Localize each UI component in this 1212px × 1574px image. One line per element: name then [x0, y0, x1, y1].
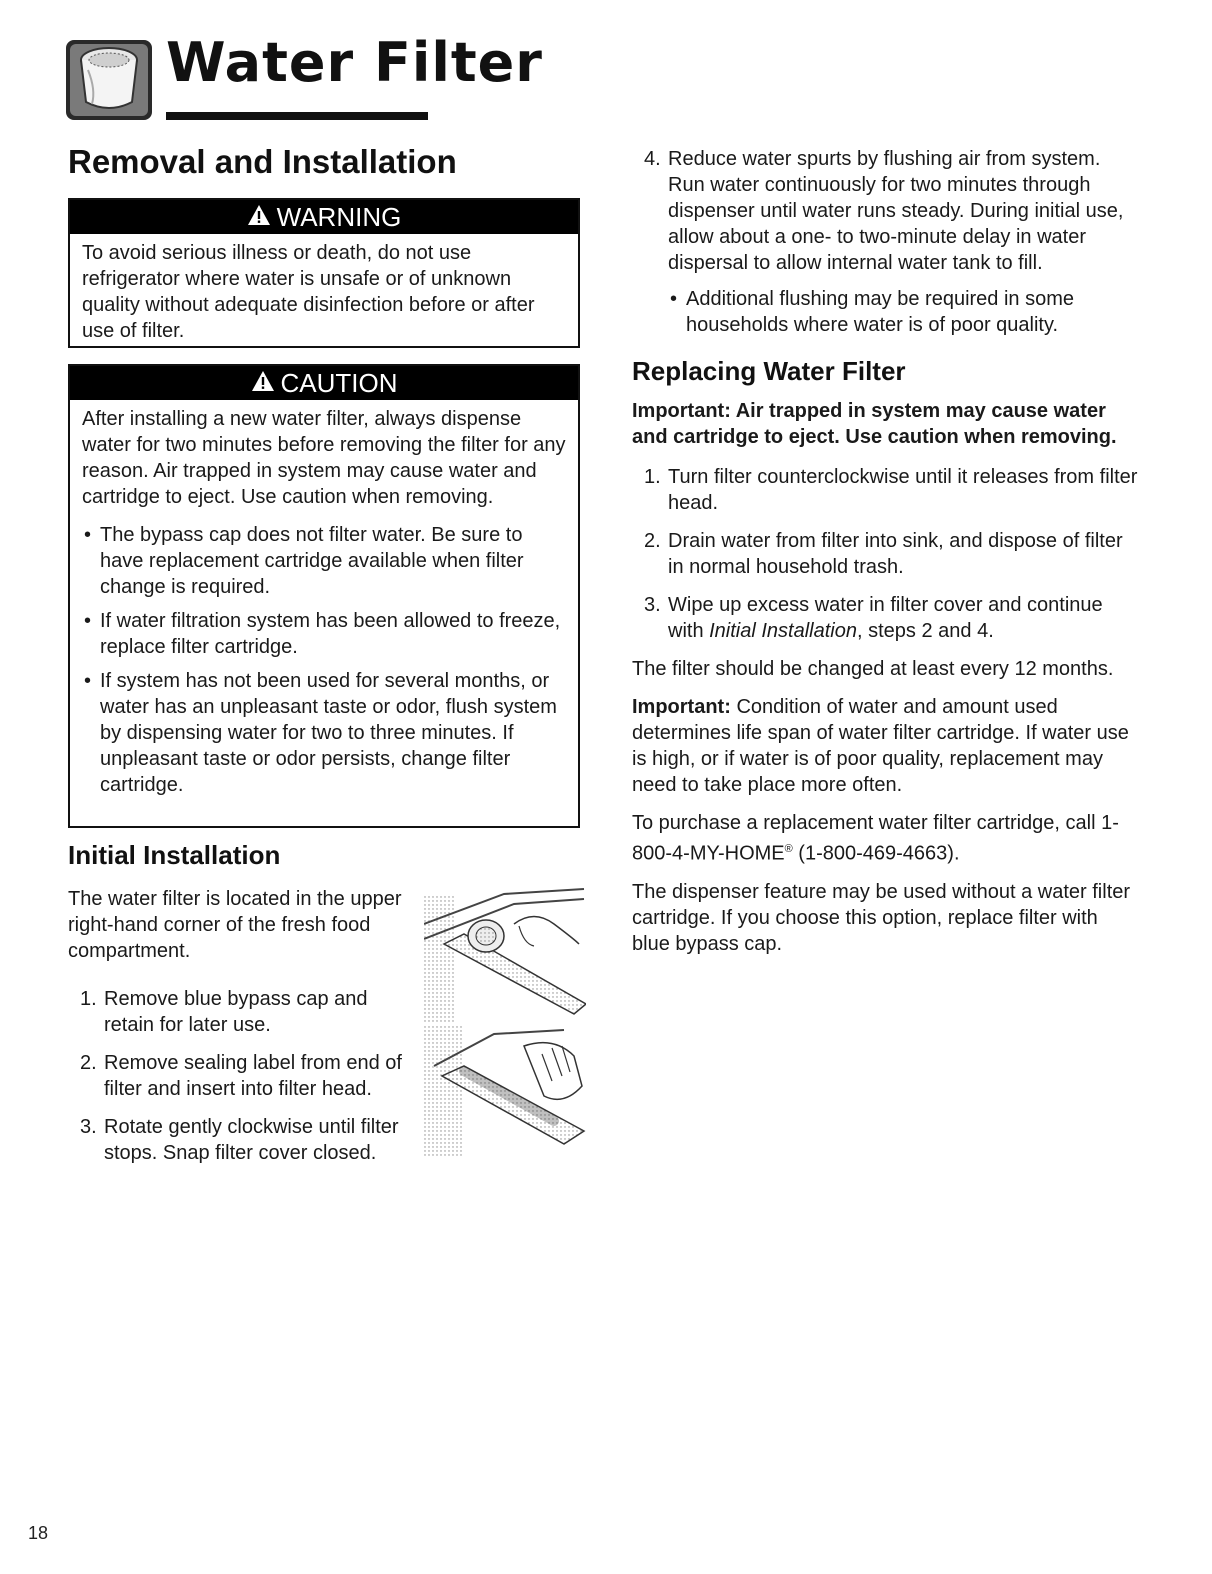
list-item — [68, 1114, 418, 1166]
warning-box — [68, 198, 580, 348]
important-label: Important: — [632, 696, 731, 718]
step-text: Reduce water spurts by flushing air from system. Run water continuously for two minutes through dispenser until water runs steady. During initial use, allow about a one- to two-minute delay in water dispersal to allow internal water tank to fill. — [668, 148, 1124, 274]
caution-bullet: • If system has not been used for several months, or water has an unpleasant taste or odor, flush system by dispensing water for two to three minutes. If unpleasant taste or odor persists, change filter cartridge. — [82, 668, 566, 798]
change-interval-text: The filter should be changed at least every 12 months. — [632, 658, 1114, 680]
filter-insert-illustration — [424, 1026, 586, 1156]
initial-installation-steps — [68, 986, 418, 1178]
purchase-phone: (1-800-469-4663). — [792, 842, 960, 865]
list-item — [632, 464, 1140, 516]
step-text: Rotate gently clockwise until filter stops. Snap filter cover closed. — [104, 1116, 399, 1164]
step-4 — [632, 146, 1140, 276]
page-number: 18 — [28, 1523, 49, 1543]
step-text-italic: Initial Installation — [709, 620, 857, 642]
caution-triangle-icon — [251, 368, 275, 399]
list-item — [68, 1050, 418, 1102]
right-column — [632, 146, 1140, 969]
bypass-note: The dispenser feature may be used without a water filter cartridge. If you choose this option, replace filter with blue bypass cap. — [632, 880, 1131, 955]
step-text: Turn filter counterclockwise until it releases from filter head. — [668, 466, 1138, 514]
step-number: 3. — [80, 1116, 97, 1138]
caution-bullet: • The bypass cap does not filter water. Be sure to have replacement cartridge available when filter change is required. — [82, 522, 566, 600]
header-rule — [166, 112, 428, 120]
water-filter-icon — [66, 40, 152, 120]
step-number: 2. — [80, 1052, 97, 1074]
warning-triangle-icon — [247, 202, 271, 233]
filter-cover-illustration — [424, 884, 586, 1024]
replacing-steps — [632, 464, 1140, 644]
initial-installation-title: Initial Installation — [68, 840, 281, 870]
step-number: 1. — [80, 988, 97, 1010]
important-air-note: Important: Air trapped in system may cause water and cartridge to eject. Use caution when removing. — [632, 400, 1117, 448]
warning-label: WARNING — [276, 201, 402, 232]
step-number: 2. — [644, 530, 661, 552]
caution-label: CAUTION — [280, 367, 398, 398]
warning-header — [70, 200, 578, 234]
step-4-bullets — [632, 286, 1140, 338]
initial-installation-intro: The water filter is located in the upper right-hand corner of the fresh food compartment. — [68, 888, 402, 962]
warning-text: To avoid serious illness or death, do not use refrigerator where water is unsafe or of unknown quality without adequate disinfection before or after use of filter. — [82, 242, 535, 342]
purchase-text-main: To purchase a replacement water filter cartridge, call 1-800-4-MY-HOME — [632, 812, 1119, 865]
important-text: Condition of water and amount used determines life span of water filter cartridge. If water use is high, or if water is of poor quality, replacement may need to take place more often. — [632, 696, 1129, 796]
list-item — [632, 592, 1140, 644]
registered-mark: ® — [784, 843, 793, 855]
step-number: 3. — [644, 594, 661, 616]
caution-header — [70, 366, 578, 400]
caution-text: After installing a new water filter, always dispense water for two minutes before removing the filter for any reason. Air trapped in system may cause water and cartridge to eject. Use caution when removing. — [82, 408, 566, 508]
step-text: Drain water from filter into sink, and dispose of filter in normal household trash. — [668, 530, 1123, 578]
important-condition-note — [632, 694, 1140, 798]
step-text: , steps 2 and 4. — [857, 620, 994, 642]
step-number: 1. — [644, 466, 661, 488]
caution-bullet-list — [82, 522, 566, 798]
step-number: 4. — [644, 148, 661, 170]
step-text: Wipe up excess water in filter cover and continue with — [668, 594, 1103, 642]
step-text: Remove sealing label from end of filter and insert into filter head. — [104, 1052, 402, 1100]
list-item — [68, 986, 418, 1038]
caution-box — [68, 364, 580, 828]
list-item — [632, 528, 1140, 580]
replacing-water-filter-title: Replacing Water Filter — [632, 356, 906, 386]
purchase-text — [632, 810, 1140, 867]
step-text: Remove blue bypass cap and retain for later use. — [104, 988, 368, 1036]
list-item: • Additional flushing may be required in some households where water is of poor quality. — [668, 286, 1140, 338]
page-header-title: Water Filter — [166, 31, 543, 94]
section-title: Removal and Installation — [68, 143, 457, 180]
caution-bullet: • If water filtration system has been allowed to freeze, replace filter cartridge. — [82, 608, 566, 660]
